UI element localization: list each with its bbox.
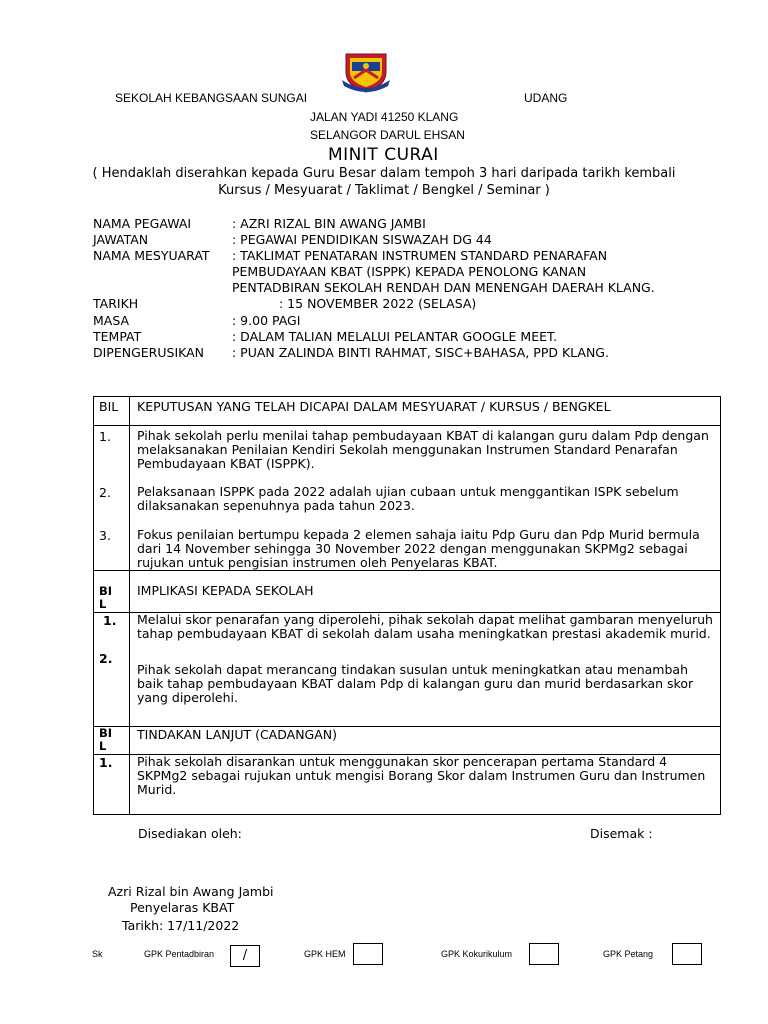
disediakan-label: Disediakan oleh:	[138, 826, 242, 841]
tindakan-num: 1.	[99, 755, 113, 770]
implikasi-numbers-cell	[94, 613, 130, 727]
keputusan-num: 2.	[99, 485, 111, 500]
implikasi-header-row	[94, 571, 721, 613]
tarikh-value: : 15 NOVEMBER 2022 (SELASA)	[279, 296, 477, 311]
instruction-note-line-2: Kursus / Mesyuarat / Taklimat / Bengkel / Seminar )	[218, 183, 550, 198]
tarikh-label: TARIKH	[93, 296, 139, 311]
nama-pegawai-label: NAMA PEGAWAI	[93, 216, 192, 231]
keputusan-header: KEPUTUSAN YANG TELAH DICAPAI DALAM MESYUARAT / KURSUS / BENGKEL	[137, 399, 611, 414]
school-name-right: UDANG	[524, 91, 568, 105]
tindakan-header-cell	[130, 727, 721, 755]
implikasi-items-cell	[130, 613, 721, 727]
tindakan-numbers-cell	[94, 755, 130, 815]
footer-gpk-hem-label: GPK HEM	[304, 949, 346, 959]
tempat-value: : DALAM TALIAN MELALUI PELANTAR GOOGLE MEET.	[232, 329, 558, 344]
tindakan-header-row	[94, 727, 721, 755]
gpk-kokurikulum-checkbox[interactable]	[529, 943, 559, 965]
implikasi-num: 2.	[99, 651, 113, 666]
gpk-petang-checkbox[interactable]	[672, 943, 702, 965]
gpk-hem-checkbox[interactable]	[353, 943, 383, 965]
keputusan-item: Pelaksanaan ISPPK pada 2022 adalah ujian cubaan untuk menggantikan ISPK sebelum dilaksanakan sepenuhnya pada tahun 2023.	[137, 484, 679, 513]
keputusan-item: Fokus penilaian bertumpu kepada 2 elemen sahaja iaitu Pdp Guru dan Pdp Murid bermula dari 14 November sehingga 30 November 2022 dengan menggunakan SKPMg2 sebagai rujukan untuk pengisian instrumen oleh Penyelaras KBAT.	[137, 527, 700, 570]
jawatan-value: : PEGAWAI PENDIDIKAN SISWAZAH DG 44	[232, 232, 492, 247]
bil3-header-cell	[94, 727, 130, 755]
keputusan-num: 1.	[99, 429, 111, 444]
bil-header: BIL	[99, 399, 119, 414]
signatory-name: Azri Rizal bin Awang Jambi	[108, 884, 274, 899]
bil2-header: BI L	[99, 584, 113, 611]
minutes-table	[93, 396, 721, 815]
footer-gpk-kokurikulum-label: GPK Kokurikulum	[441, 949, 513, 959]
nama-pegawai-value: : AZRI RIZAL BIN AWANG JAMBI	[232, 216, 426, 231]
implikasi-num: 1.	[103, 613, 117, 628]
keputusan-header-cell	[130, 397, 721, 426]
disemak-label: Disemak :	[590, 826, 653, 841]
implikasi-item: Pihak sekolah dapat merancang tindakan susulan untuk meningkatkan atau menambah baik tahap pembudayaan KBAT dalam Pdp di kalangan guru dan murid berdasarkan skor yang diperolehi.	[137, 662, 694, 705]
tempat-label: TEMPAT	[93, 329, 142, 344]
implikasi-item: Melalui skor penarafan yang diperolehi, pihak sekolah dapat melihat gambaran menyeluruh tahap pembudayaan KBAT di sekolah dalam usaha meningkatkan prestasi akademik murid.	[137, 612, 713, 641]
keputusan-header-row	[94, 397, 721, 426]
nama-mesyuarat-line-1: : TAKLIMAT PENATARAN INSTRUMEN STANDARD PENARAFAN	[232, 248, 608, 263]
implikasi-header-cell	[130, 571, 721, 613]
bil2-header-cell	[94, 571, 130, 613]
gpk-pentadbiran-checkbox[interactable]: /	[230, 945, 260, 967]
document-title: MINIT CURAI	[328, 145, 439, 165]
tindakan-body-row	[94, 755, 721, 815]
masa-value: : 9.00 PAGI	[232, 313, 301, 328]
keputusan-body-row	[94, 426, 721, 571]
keputusan-num: 3.	[99, 528, 111, 543]
tindakan-header: TINDAKAN LANJUT (CADANGAN)	[137, 727, 338, 742]
school-name-left: SEKOLAH KEBANGSAAN SUNGAI	[115, 91, 308, 105]
implikasi-body-row	[94, 613, 721, 727]
footer-gpk-petang-label: GPK Petang	[603, 949, 654, 959]
dipengerusikan-label: DIPENGERUSIKAN	[93, 345, 205, 360]
bil3-header: BI L	[99, 726, 113, 753]
nama-mesyuarat-label: NAMA MESYUARAT	[93, 248, 210, 263]
signature-date: Tarikh: 17/11/2022	[122, 918, 240, 933]
footer-gpk-pentadbiran-label: GPK Pentadbiran	[144, 949, 215, 959]
keputusan-numbers-cell	[94, 426, 130, 571]
school-address-1: JALAN YADI 41250 KLANG	[310, 110, 459, 124]
signatory-role: Penyelaras KBAT	[130, 900, 235, 915]
keputusan-items-cell	[130, 426, 721, 571]
nama-mesyuarat-line-2: PEMBUDAYAAN KBAT (ISPPK) KEPADA PENOLONG KANAN	[232, 264, 587, 279]
footer-sk: Sk	[92, 949, 103, 959]
implikasi-header: IMPLIKASI KEPADA SEKOLAH	[137, 583, 314, 598]
tindakan-items-cell	[130, 755, 721, 815]
bil-header-cell	[94, 397, 130, 426]
tindakan-item: Pihak sekolah disarankan untuk menggunakan skor pencerapan pertama Standard 4 SKPMg2 sebagai rujukan untuk mengisi Borang Skor dalam Instrumen Guru dan Instrumen Murid.	[137, 754, 706, 797]
dipengerusikan-value: : PUAN ZALINDA BINTI RAHMAT, SISC+BAHASA, PPD KLANG.	[232, 345, 609, 360]
masa-label: MASA	[93, 313, 130, 328]
jawatan-label: JAWATAN	[93, 232, 149, 247]
instruction-note-line-1: ( Hendaklah diserahkan kepada Guru Besar dalam tempoh 3 hari daripada tarikh kembali	[92, 166, 676, 181]
nama-mesyuarat-line-3: PENTADBIRAN SEKOLAH RENDAH DAN MENENGAH DAERAH KLANG.	[232, 280, 655, 295]
school-address-2: SELANGOR DARUL EHSAN	[310, 128, 465, 142]
school-crest-logo	[340, 50, 392, 94]
keputusan-item: Pihak sekolah perlu menilai tahap pembudayaan KBAT di kalangan guru dalam Pdp dengan melaksanakan Penilaian Kendiri Sekolah menggunakan Instrumen Standard Penarafan Pembudayaan KBAT (ISPPK).	[137, 428, 709, 471]
